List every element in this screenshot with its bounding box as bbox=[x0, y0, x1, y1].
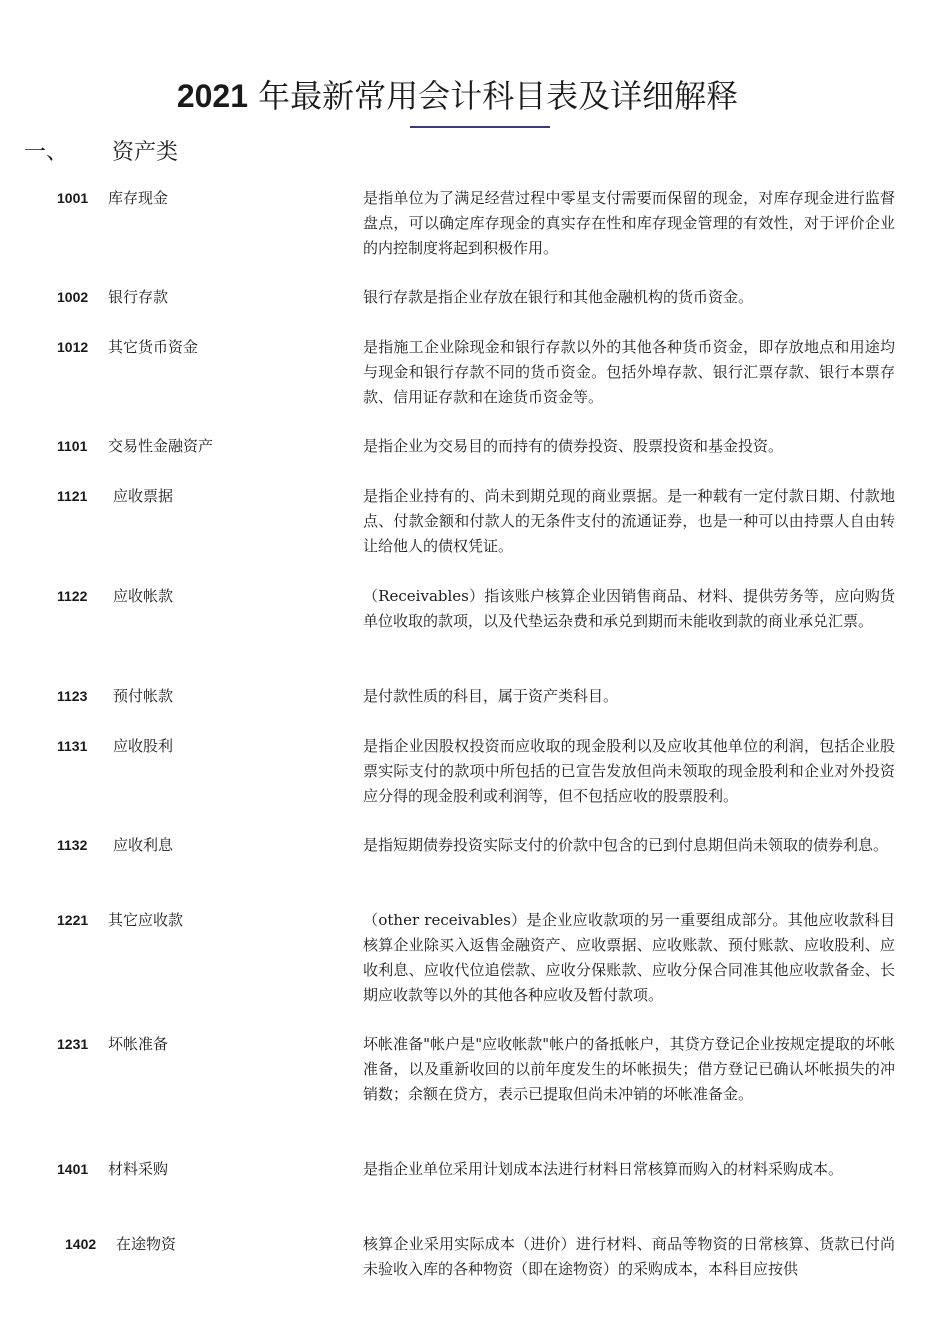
account-name: 坏帐准备 bbox=[108, 1035, 169, 1053]
account-name: 应收股利 bbox=[113, 737, 174, 755]
account-description: 是指施工企业除现金和银行存款以外的其他各种货币资金，即存放地点和用途均与现金和银行存款不同的货币资金。包括外埠存款、银行汇票存款、银行本票存款、信用证存款和在途货币资金等。 bbox=[363, 338, 895, 406]
account-code: 1123 bbox=[57, 688, 88, 704]
account-description: 是指企业为交易目的而持有的债券投资、股票投资和基金投资。 bbox=[363, 437, 784, 455]
account-name: 应收利息 bbox=[113, 836, 174, 854]
account-code: 1231 bbox=[57, 1036, 89, 1052]
account-description: 是指单位为了满足经营过程中零星支付需要而保留的现金，对库存现金进行监督盘点，可以确定库存现金的真实存在性和库存现金管理的有效性，对于评价企业的内控制度将起到积极作用。 bbox=[363, 189, 895, 257]
account-description: 是指短期债券投资实际支付的价款中包含的已到付息期但尚未领取的债券利息。 bbox=[363, 836, 889, 854]
account-description: 是付款性质的科目，属于资产类科目。 bbox=[363, 687, 619, 705]
account-name: 预付帐款 bbox=[113, 687, 174, 705]
section-heading bbox=[24, 136, 178, 170]
account-code: 1132 bbox=[57, 837, 88, 853]
section-label: 资产类 bbox=[112, 140, 179, 165]
section-number: 一、 bbox=[24, 140, 69, 165]
account-code: 1131 bbox=[57, 738, 88, 754]
title-year: 2021 bbox=[176, 78, 248, 114]
account-code: 1122 bbox=[57, 588, 88, 604]
title-text: 年最新常用会计科目表及详细解释 bbox=[248, 77, 739, 115]
account-name: 库存现金 bbox=[108, 189, 169, 207]
account-name: 应收帐款 bbox=[113, 587, 174, 605]
account-code: 1101 bbox=[57, 438, 88, 454]
page-title bbox=[0, 72, 915, 120]
account-description: 坏帐准备"帐户是"应收帐款"帐户的备抵帐户，其贷方登记企业按规定提取的坏帐准备，以及重新收回的以前年度发生的坏帐损失；借方登记已确认坏帐损失的冲销数；余额在贷方，表示已提取但尚未冲销的坏帐准备金。 bbox=[363, 1035, 895, 1103]
account-code: 1001 bbox=[57, 190, 89, 206]
account-description: 是指企业因股权投资而应收取的现金股利以及应收其他单位的利润，包括企业股票实际支付的款项中所包括的已宣告发放但尚未领取的现金股利和企业对外投资应分得的现金股利或利润等，但不包括应收的股票股利。 bbox=[363, 737, 895, 805]
account-description: 银行存款是指企业存放在银行和其他金融机构的货币资金。 bbox=[363, 288, 754, 306]
account-name: 银行存款 bbox=[108, 288, 169, 306]
account-name: 其它货币资金 bbox=[108, 338, 199, 356]
account-description: 是指企业持有的、尚未到期兑现的商业票据。是一种载有一定付款日期、付款地点、付款金额和付款人的无条件支付的流通证券，也是一种可以由持票人自由转让给他人的债权凭证。 bbox=[363, 487, 895, 555]
account-code: 1012 bbox=[57, 339, 89, 355]
title-underline bbox=[410, 126, 550, 128]
account-code: 1002 bbox=[57, 289, 89, 305]
account-code: 1401 bbox=[57, 1161, 89, 1177]
account-code: 1402 bbox=[65, 1236, 97, 1252]
account-name: 在途物资 bbox=[116, 1235, 177, 1253]
account-name: 材料采购 bbox=[108, 1160, 169, 1178]
account-description: 是指企业单位采用计划成本法进行材料日常核算而购入的材料采购成本。 bbox=[363, 1160, 844, 1178]
account-description: （other receivables）是企业应收款项的另一重要组成部分。其他应收款科目核算企业除买入返售金融资产、应收票据、应收账款、预付账款、应收股利、应收利息、应收代位追偿款、应收分保账款、应收分保合同准其他应收款备金、长期应收款等以外的其他各种应收及暂付款项。 bbox=[363, 911, 895, 1004]
account-name: 其它应收款 bbox=[108, 911, 184, 929]
account-name: 交易性金融资产 bbox=[108, 437, 214, 455]
account-code: 1221 bbox=[57, 912, 89, 928]
account-code: 1121 bbox=[57, 488, 88, 504]
account-name: 应收票据 bbox=[113, 487, 174, 505]
account-description: （Receivables）指该账户核算企业因销售商品、材料、提供劳务等，应向购货单位收取的款项，以及代垫运杂费和承兑到期而未能收到款的商业承兑汇票。 bbox=[363, 587, 895, 630]
account-description: 核算企业采用实际成本（进价）进行材料、商品等物资的日常核算、货款已付尚未验收入库的各种物资（即在途物资）的采购成本，本科目应按供 bbox=[363, 1235, 895, 1278]
